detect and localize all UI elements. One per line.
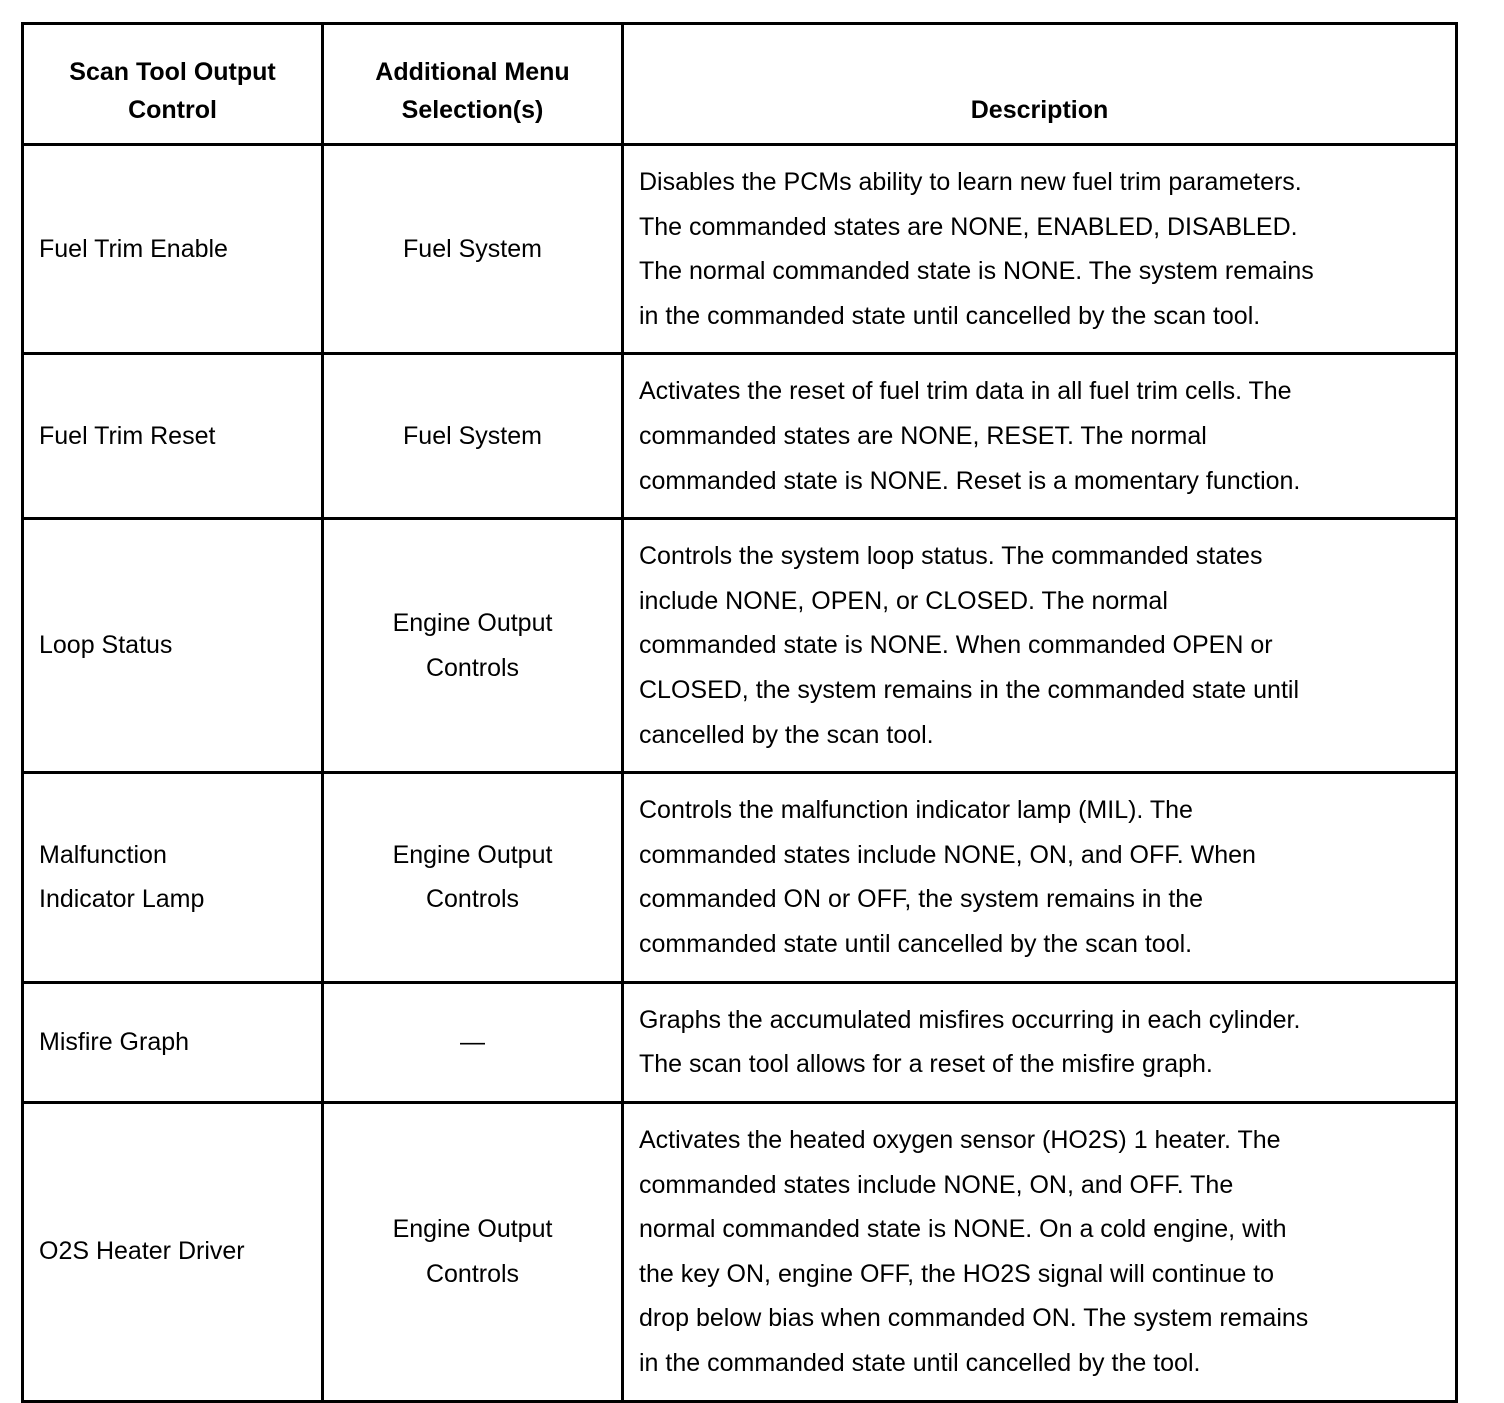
control-cell bbox=[23, 1102, 323, 1401]
text-line: Controls the system loop status. The commanded states bbox=[639, 542, 1263, 571]
menu-selection-cell bbox=[323, 982, 623, 1102]
description-cell bbox=[623, 773, 1457, 982]
table-row bbox=[23, 519, 1457, 773]
text-line: commanded states include NONE, ON, and OFF. When bbox=[639, 840, 1256, 869]
table-row bbox=[23, 145, 1457, 354]
text-line: commanded state until cancelled by the scan tool. bbox=[639, 929, 1193, 958]
control-cell bbox=[23, 145, 323, 354]
text-line: commanded ON or OFF, the system remains in the bbox=[639, 885, 1204, 914]
menu-selection-cell bbox=[323, 519, 623, 773]
control-cell bbox=[23, 519, 323, 773]
text-line: Activates the heated oxygen sensor (HO2S) 1 heater. The bbox=[639, 1125, 1281, 1154]
text-line: The scan tool allows for a reset of the misfire graph. bbox=[639, 1050, 1213, 1079]
table-row bbox=[23, 354, 1457, 519]
text-line: Controls bbox=[425, 653, 520, 682]
header-description bbox=[623, 24, 1457, 145]
text-line: Loop Status bbox=[39, 631, 173, 660]
text-line: Fuel System bbox=[403, 234, 542, 263]
table-row bbox=[23, 982, 1457, 1102]
text-line: include NONE, OPEN, or CLOSED. The normal bbox=[639, 586, 1168, 615]
text-line: commanded state is NONE. When commanded OPEN or bbox=[639, 631, 1273, 660]
header-additional-menu-selections bbox=[323, 24, 623, 145]
text-line: commanded state is NONE. Reset is a momentary function. bbox=[639, 466, 1301, 495]
text-line: cancelled by the scan tool. bbox=[639, 720, 934, 749]
text-line: CLOSED, the system remains in the commanded state until bbox=[639, 675, 1300, 704]
text-line: Controls the malfunction indicator lamp (MIL). The bbox=[639, 796, 1193, 825]
text-line: Description bbox=[970, 96, 1109, 124]
text-line: Graphs the accumulated misfires occurring in each cylinder. bbox=[639, 1005, 1301, 1034]
text-line: Controls bbox=[425, 885, 520, 914]
description-cell bbox=[623, 519, 1457, 773]
text-line: Fuel Trim Reset bbox=[39, 421, 216, 450]
control-cell bbox=[23, 354, 323, 519]
text-line: The commanded states are NONE, ENABLED, DISABLED. bbox=[639, 212, 1298, 241]
table-row bbox=[23, 1102, 1457, 1401]
header-row bbox=[23, 24, 1457, 145]
header-scan-tool-output-control bbox=[23, 24, 323, 145]
text-line: in the commanded state until cancelled by the tool. bbox=[639, 1348, 1201, 1377]
menu-selection-cell bbox=[323, 773, 623, 982]
text-line: — bbox=[460, 1027, 485, 1056]
text-line: Indicator Lamp bbox=[39, 885, 205, 914]
text-line: Controls bbox=[425, 1259, 520, 1288]
control-cell bbox=[23, 773, 323, 982]
menu-selection-cell bbox=[323, 1102, 623, 1401]
text-line: Fuel Trim Enable bbox=[39, 234, 228, 263]
description-cell bbox=[623, 982, 1457, 1102]
menu-selection-cell bbox=[323, 354, 623, 519]
menu-selection-cell bbox=[323, 145, 623, 354]
text-line: The normal commanded state is NONE. The system remains bbox=[639, 257, 1314, 286]
text-line: commanded states are NONE, RESET. The normal bbox=[639, 421, 1207, 450]
table-body bbox=[23, 145, 1457, 1402]
text-line: commanded states include NONE, ON, and OFF. The bbox=[639, 1170, 1234, 1199]
scan-tool-output-controls-table bbox=[21, 22, 1458, 1403]
description-cell bbox=[623, 1102, 1457, 1401]
text-line: in the commanded state until cancelled by the scan tool. bbox=[639, 301, 1261, 330]
description-cell bbox=[623, 145, 1457, 354]
text-line: Selection(s) bbox=[401, 96, 544, 124]
text-line: Misfire Graph bbox=[39, 1027, 190, 1056]
text-line: Additional Menu bbox=[375, 58, 570, 86]
text-line: Engine Output bbox=[392, 840, 553, 869]
table-row bbox=[23, 773, 1457, 982]
text-line: Activates the reset of fuel trim data in all fuel trim cells. The bbox=[639, 377, 1292, 406]
text-line: drop below bias when commanded ON. The system remains bbox=[639, 1304, 1309, 1333]
text-line: Engine Output bbox=[392, 1215, 553, 1244]
text-line: Engine Output bbox=[392, 609, 553, 638]
text-line: O2S Heater Driver bbox=[39, 1237, 245, 1266]
text-line: normal commanded state is NONE. On a cold engine, with bbox=[639, 1215, 1287, 1244]
text-line: Malfunction bbox=[39, 840, 167, 869]
description-cell bbox=[623, 354, 1457, 519]
text-line: Disables the PCMs ability to learn new fuel trim parameters. bbox=[639, 168, 1302, 196]
text-line: Fuel System bbox=[403, 421, 542, 450]
text-line: Scan Tool Output bbox=[69, 58, 276, 86]
text-line: Control bbox=[128, 96, 217, 124]
control-cell bbox=[23, 982, 323, 1102]
text-line: the key ON, engine OFF, the HO2S signal will continue to bbox=[639, 1259, 1275, 1288]
